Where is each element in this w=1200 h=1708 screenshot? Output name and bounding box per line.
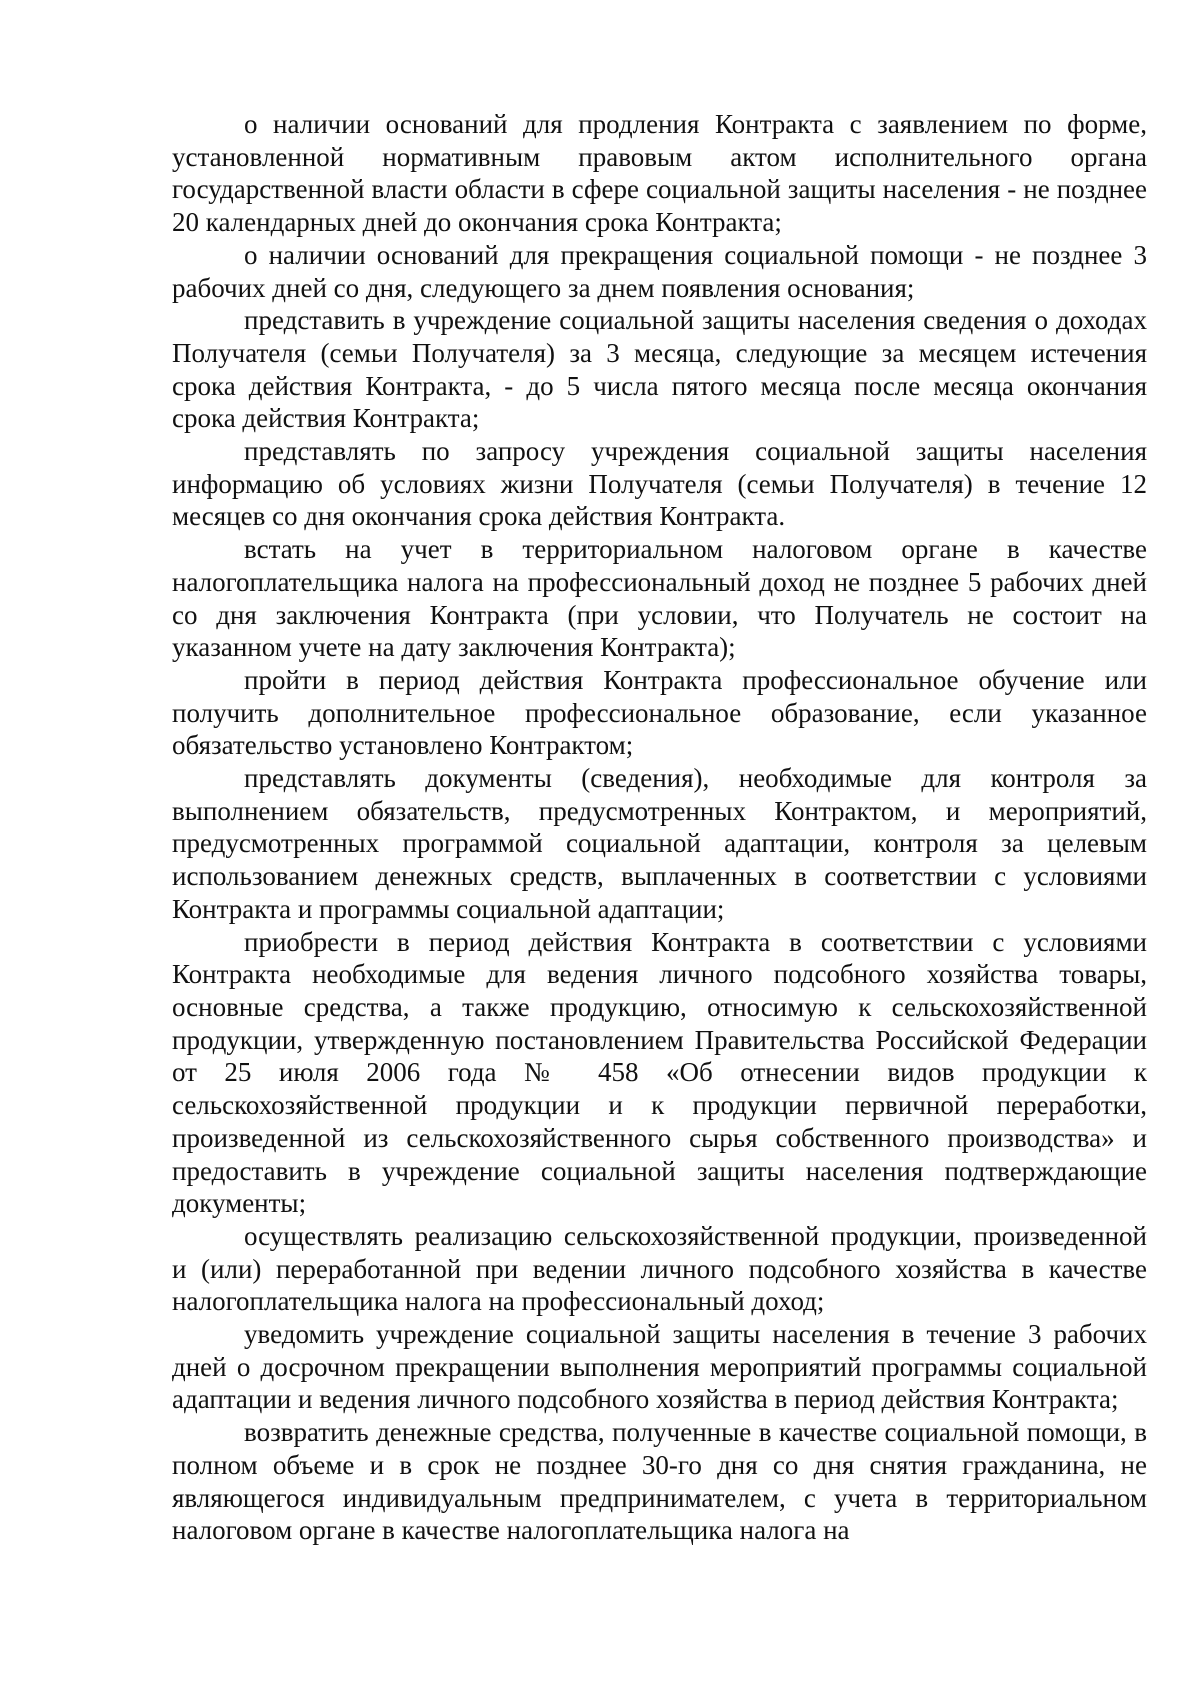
paragraph-termination-notice: о наличии оснований для прекращения социальной помощи - не позднее 3 рабочих дней со дня, следующего за днем появления основания; xyxy=(172,239,1147,303)
paragraph-income-info: представить в учреждение социальной защиты населения сведения о доходах Получателя (семьи Получателя) за 3 месяца, следующие за месяцем истечения срока действия Контракта, - до 5 числа пятого месяца после месяца окончания срока действия Контракта; xyxy=(172,305,1147,434)
paragraph-tax-registration: встать на учет в территориальном налоговом органе в качестве налогоплательщика налога на профессиональный доход не позднее 5 рабочих дней со дня заключения Контракта (при условии, что Получатель не состоит на указанном учете на дату заключения Контракта); xyxy=(172,534,1147,663)
paragraph-documents: представлять документы (сведения), необходимые для контроля за выполнением обязательств, предусмотренных Контрактом, и мероприятий, предусмотренных программой социальной адаптации, контроля за целевым использованием денежных средств, выплаченных в соответствии с условиями Контракта и программы социальной адаптации; xyxy=(172,763,1147,924)
paragraph-refund: возвратить денежные средства, полученные в качестве социальной помощи, в полном объеме и в срок не позднее 30-го дня со дня снятия гражданина, не являющегося индивидуальным предпринимателем, с учета в территориальном налоговом органе в качестве налогоплательщика налога на xyxy=(172,1417,1147,1546)
paragraph-early-termination: уведомить учреждение социальной защиты населения в течение 3 рабочих дней о досрочном прекращении выполнения мероприятий программы социальной адаптации и ведения личного подсобного хозяйства в период действия Контракта; xyxy=(172,1319,1147,1415)
document-body xyxy=(172,108,1147,1547)
paragraph-living-conditions: представлять по запросу учреждения социальной защиты населения информацию об условиях жизни Получателя (семьи Получателя) в течение 12 месяцев со дня окончания срока действия Контракта. xyxy=(172,436,1147,532)
paragraph-sales: осуществлять реализацию сельскохозяйственной продукции, произведенной и (или) переработанной при ведении личного подсобного хозяйства в качестве налогоплательщика налога на профессиональный доход; xyxy=(172,1220,1147,1317)
paragraph-extension-notice: о наличии оснований для продления Контракта с заявлением по форме, установленной нормативным правовым актом исполнительного органа государственной власти области в сфере социальной защиты населения - не позднее 20 календарных дней до окончания срока Контракта; xyxy=(172,109,1147,238)
paragraph-training: пройти в период действия Контракта профессиональное обучение или получить дополнительное профессиональное образование, если указанное обязательство установлено Контрактом; xyxy=(172,664,1147,761)
paragraph-purchase: приобрести в период действия Контракта в соответствии с условиями Контракта необходимые для ведения личного подсобного хозяйства товары, основные средства, а также продукцию, относимую к сельскохозяйственной продукции, утвержденную постановлением Правительства Российской Федерации от 25 июля 2006 года № 458 «Об отнесении видов продукции к сельскохозяйственной продукции и к продукции первичной переработки, произведенной из сельскохозяйственного сырья собственного производства» и предоставить в учреждение социальной защиты населения подтверждающие документы; xyxy=(172,926,1147,1219)
